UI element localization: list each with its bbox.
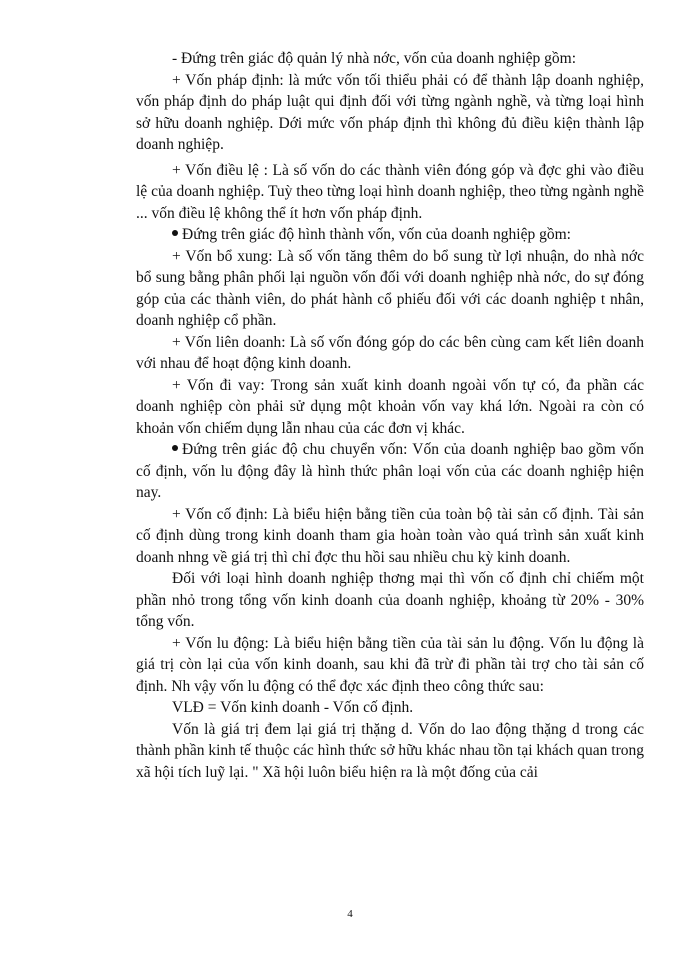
paragraph-state-management-heading: - Đứng trên giác độ quản lý nhà nớc, vốn của doanh nghiệp gồm:	[172, 50, 576, 67]
paragraph-capital-circulation-text: Đứng trên giác độ chu chuyển vốn: Vốn của doanh nghiệp bao gồm vốn cố định, vốn lu động đây là hình thức phân loại vốn của các doanh nghiệp hiện nay.	[136, 441, 644, 501]
paragraph-capital-formation-text: Đứng trên giác độ hình thành vốn, vốn của doanh nghiệp gồm:	[182, 226, 571, 243]
document-body	[136, 48, 644, 783]
paragraph-capital-formation-heading	[136, 224, 644, 246]
paragraph-charter-capital: + Vốn điều lệ : Là số vốn do các thành viên đóng góp và đợc ghi vào điều lệ của doanh nghiệp. Tuỳ theo từng loại hình doanh nghiệp, theo từng ngành nghề ... vốn điều lệ không thể ít hơn vốn pháp định.	[136, 161, 644, 222]
paragraph-joint-venture-capital: + Vốn liên doanh: Là số vốn đóng góp do các bên cùng cam kết liên doanh với nhau để hoạt động kinh doanh.	[136, 333, 644, 372]
paragraph-working-capital-formula: VLĐ = Vốn kinh doanh - Vốn cố định.	[172, 699, 414, 716]
bullet-icon	[172, 445, 178, 451]
paragraph-working-capital: + Vốn lu động: Là biểu hiện bằng tiền của tài sản lu động. Vốn lu động là giá trị còn lại của vốn kinh doanh, sau khi đã trừ đi phần tài trợ cho tài sản cố định. Nh vậy vốn lu động có thể đợc xác định theo công thức sau:	[136, 634, 644, 695]
paragraph-supplementary-capital: + Vốn bổ xung: Là số vốn tăng thêm do bổ sung từ lợi nhuận, do nhà nớc bổ sung bằng phân phối lại nguồn vốn đối với doanh nghiệp nhà nớc, do sự đóng góp của các thành viên, do phát hành cổ phiếu đối với các doanh nghiệp t nhân, doanh nghiệp cổ phần.	[136, 247, 644, 329]
paragraph-capital-circulation-heading	[136, 439, 644, 504]
paragraph-fixed-capital: + Vốn cố định: Là biểu hiện bằng tiền của toàn bộ tài sản cố định. Tài sản cố định dùng trong kinh doanh tham gia hoàn toàn vào quá trình sản xuất kinh doanh nhng về giá trị thì chỉ đợc thu hồi sau nhiều chu kỳ kinh doanh.	[136, 505, 644, 566]
paragraph-borrowed-capital: + Vốn đi vay: Trong sản xuất kinh doanh ngoài vốn tự có, đa phần các doanh nghiệp còn phải sử dụng một khoản vốn vay khá lớn. Ngoài ra còn có khoản vốn chiếm dụng lẫn nhau của các đơn vị khác.	[136, 376, 644, 437]
bullet-icon	[172, 230, 178, 236]
page-number: 4	[347, 908, 353, 920]
paragraph-commercial-fixed-capital: Đối với loại hình doanh nghiệp thơng mại thì vốn cố định chỉ chiếm một phần nhỏ trong tổng vốn kinh doanh của doanh nghiệp, khoảng từ 20% - 30% tổng vốn.	[136, 570, 644, 630]
paragraph-legal-capital: + Vốn pháp định: là mức vốn tối thiểu phải có để thành lập doanh nghiệp, vốn pháp định do pháp luật qui định đối với từng ngành nghề, và từng loại hình sở hữu doanh nghiệp. Dới mức vốn pháp định thì không đủ điều kiện thành lập doanh nghiệp.	[136, 71, 644, 153]
paragraph-surplus-value: Vốn là giá trị đem lại giá trị thặng d. Vốn do lao động thặng d trong các thành phần kinh tế thuộc các hình thức sở hữu khác nhau tồn tại khách quan trong xã hội tích luỹ lại. " Xã hội luôn biểu hiện ra là một đống của cải	[136, 720, 644, 781]
